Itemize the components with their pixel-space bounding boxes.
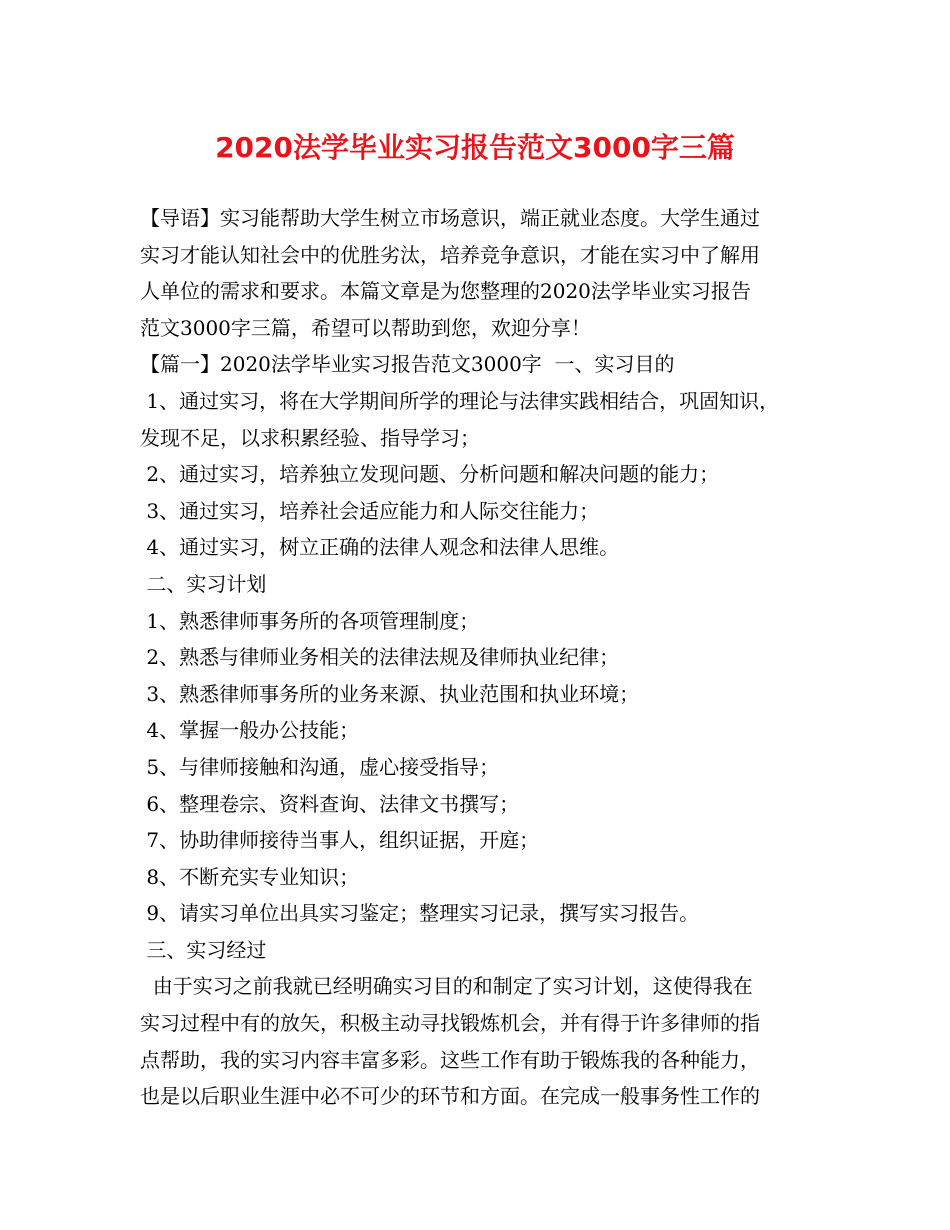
text-line: 也是以后职业生涯中必不可少的环节和方面。在完成一般事务性工作的 [140, 1084, 760, 1109]
text-line: 三、实习经过 [140, 937, 267, 962]
text-line: 1、熟悉律师事务所的各项管理制度； [140, 608, 480, 633]
text-line: 范文3000字三篇，希望可以帮助到您，欢迎分享！ [140, 315, 591, 340]
text-line: 4、掌握一般办公技能； [140, 718, 360, 743]
text-line: 实习才能认知社会中的优胜劣汰，培养竞争意识，才能在实习中了解用 [140, 242, 760, 267]
text-line: 发现不足，以求积累经验、指导学习； [140, 425, 480, 450]
text-line: 实习过程中有的放矢，积极主动寻找锻炼机会，并有得于许多律师的指 [140, 1011, 760, 1036]
text-line: 【导语】实习能帮助大学生树立市场意识，端正就业态度。大学生通过 [140, 206, 760, 230]
text-line: 1、通过实习，将在大学期间所学的理论与法律实践相结合，巩固知识， [140, 388, 780, 413]
text-line: 6、整理卷宗、资料查询、法律文书撰写； [140, 791, 520, 816]
document-title: 2020法学毕业实习报告范文3000字三篇 [215, 131, 735, 164]
text-line: 4、通过实习，树立正确的法律人观念和法律人思维。 [140, 535, 620, 560]
text-line: 3、通过实习，培养社会适应能力和人际交往能力； [140, 498, 600, 523]
text-line: 点帮助，我的实习内容丰富多彩。这些工作有助于锻炼我的各种能力， [140, 1047, 760, 1072]
text-line: 由于实习之前我就已经明确实习目的和制定了实习计划，这使得我在 [140, 974, 753, 999]
text-line: 9、请实习单位出具实习鉴定；整理实习记录，撰写实习报告。 [140, 901, 700, 926]
text-line: 二、实习计划 [140, 571, 267, 596]
text-line: 2、通过实习，培养独立发现问题、分析问题和解决问题的能力； [140, 462, 720, 487]
text-line: 2、熟悉与律师业务相关的法律法规及律师执业纪律； [140, 645, 620, 670]
text-line: 【篇一】2020法学毕业实习报告范文3000字 一、实习目的 [140, 352, 675, 377]
text-line: 5、与律师接触和沟通，虚心接受指导； [140, 754, 500, 779]
text-line: 7、协助律师接待当事人，组织证据，开庭； [140, 828, 540, 853]
text-line: 8、不断充实专业知识； [140, 864, 360, 889]
text-line: 人单位的需求和要求。本篇文章是为您整理的2020法学毕业实习报告 [140, 279, 751, 304]
document-body [140, 200, 830, 1115]
text-line: 3、熟悉律师事务所的业务来源、执业范围和执业环境； [140, 681, 640, 706]
